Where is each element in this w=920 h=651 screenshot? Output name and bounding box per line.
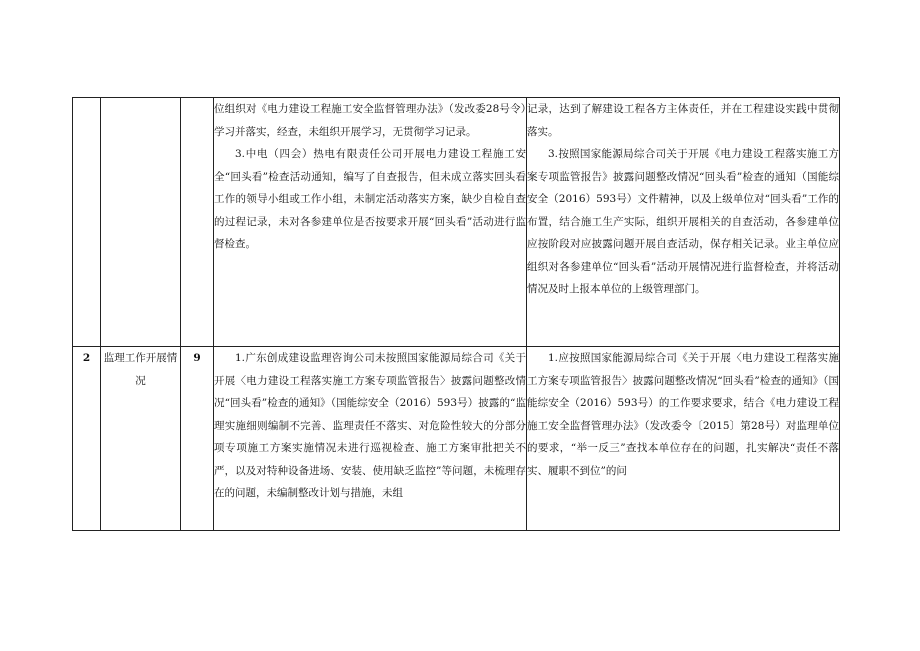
table-row bbox=[73, 98, 840, 347]
item-score bbox=[181, 98, 214, 347]
problem-paragraph: 1.广东创成建设监理咨询公司未按照国家能源局综合司《关于开展〈电力建设工程落实施工方案专项监管报告〉披露问题整改情况“回头看”检查的通知》（国能综安全（2016）593号）披露的“监理实施细则编制不完善、监理责任不落实、对危险性较大的分部分项专项施工方案实施情况未进行巡视检查、施工方案审批把关不严，以及对特种设备进场、安装、使用缺乏监控”等问题，未梳理存在的问题，未编制整改计划与措施，未组 bbox=[214, 352, 526, 499]
measure-paragraph: 1.应按照国家能源局综合司《关于开展〈电力建设工程落实施工方案专项监管报告〉披露问题整改情况“回头看”检查的通知》（国能综安全（2016）593号）的工作要求要求，结合《电力建设工程施工安全监督管理办法》（发改委令〔2015〕第28号）对监理单位的要求，“举一反三”查找本单位存在的问题，扎实解决“责任不落实、履职不到位”的问 bbox=[527, 352, 839, 477]
problem-paragraph: 位组织对《电力建设工程施工安全监督管理办法》（发改委28号令）学习并落实，经查，未组织开展学习，无贯彻学习记录。 bbox=[214, 103, 526, 138]
item-name bbox=[101, 98, 181, 347]
item-score: 9 bbox=[181, 347, 214, 531]
row-number: 2 bbox=[73, 347, 101, 531]
measure-paragraph: 3.按照国家能源局综合司关于开展《电力建设工程落实施工方案专项监管报告》披露问题整改情况“回头看”检查的通知（国能综安全（2016）593号）文件精神，以及上级单位对“回头看”工作的布置，结合施工生产实际，组织开展相关的自查活动，各参建单位应按阶段对应披露问题开展自查活动，保存相关记录。业主单位应组织对各参建单位“回头看”活动开展情况进行监督检查，并将活动情况及时上报本单位的上级管理部门。 bbox=[527, 148, 839, 295]
measure-paragraph: 记录，达到了解建设工程各方主体责任，并在工程建设实践中贯彻落实。 bbox=[527, 103, 839, 138]
item-name: 监理工作开展情况 bbox=[101, 347, 181, 531]
measures-cell bbox=[527, 347, 840, 531]
problem-paragraph: 3.中电（四会）热电有限责任公司开展电力建设工程施工安全“回头看”检查活动通知，编写了自查报告，但未成立落实回头看工作的领导小组或工作小组，未制定活动落实方案，缺少自检自查的过程记录，未对各参建单位是否按要求开展“回头看”活动进行监督检查。 bbox=[214, 148, 526, 250]
problems-cell bbox=[214, 98, 527, 347]
problems-cell bbox=[214, 347, 527, 531]
measures-cell bbox=[527, 98, 840, 347]
inspection-table bbox=[72, 97, 840, 531]
row-number bbox=[73, 98, 101, 347]
table-row bbox=[73, 347, 840, 531]
